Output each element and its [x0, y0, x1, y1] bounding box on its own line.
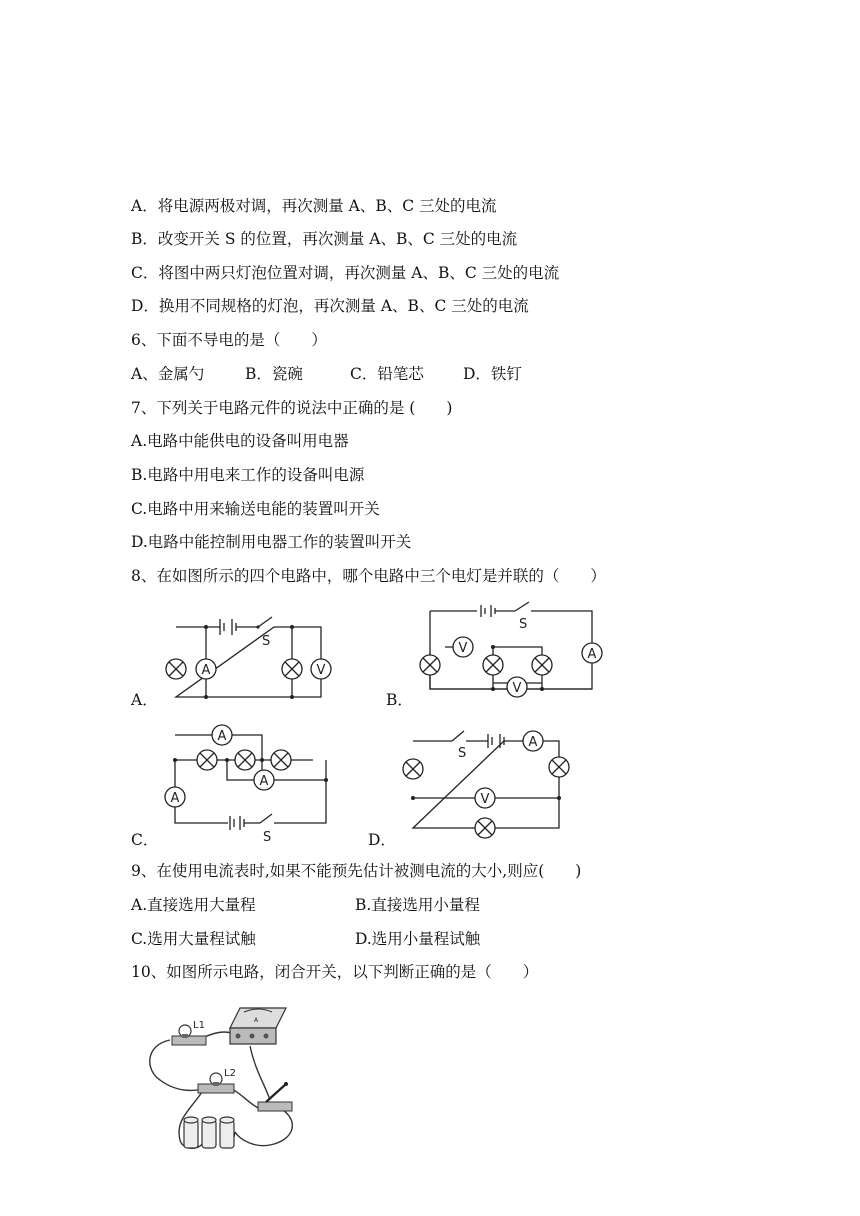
lamp-icon: [483, 655, 503, 675]
ammeter-icon: [582, 643, 602, 663]
q5-option-c: C．将图中两只灯泡位置对调，再次测量 A、B、C 三处的电流: [131, 264, 560, 282]
svg-text:A: A: [259, 774, 269, 789]
q8-label-b: B．: [386, 691, 413, 709]
switch-label: S: [519, 617, 528, 632]
q9-option-c: C.选用大量程试触: [131, 930, 256, 948]
q8-label-c: C．: [131, 831, 159, 849]
voltmeter-icon: [507, 677, 527, 697]
q7-option-a: A.电路中能供电的设备叫用电器: [131, 432, 349, 450]
q6-option-b: B．瓷碗: [245, 365, 303, 383]
q5-option-d: D．换用不同规格的灯泡，再次测量 A、B、C 三处的电流: [131, 297, 529, 315]
svg-text:A: A: [201, 663, 211, 678]
lamp-icon: [403, 759, 423, 779]
circuit-diagram-b: [415, 601, 615, 696]
voltmeter-icon: [311, 659, 331, 679]
svg-text:A: A: [217, 729, 227, 744]
q9-stem: 9、在使用电流表时,如果不能预先估计被测电流的大小,则应( ): [131, 862, 582, 880]
ammeter-icon: [254, 770, 274, 790]
lamp-icon: [235, 750, 255, 770]
ammeter-icon: [165, 787, 185, 807]
ammeter-icon: [212, 725, 232, 745]
q7-option-d: D.电路中能控制用电器工作的装置叫开关: [131, 533, 412, 551]
physical-circuit-illustration: [140, 1000, 310, 1160]
circuit-diagram-d: [400, 730, 600, 830]
q10-stem: 10、如图所示电路，闭合开关，以下判断正确的是（ ）: [131, 963, 539, 981]
lamp-icon: [271, 750, 291, 770]
ammeter-icon: [523, 731, 543, 751]
q6-option-c: C．铅笔芯: [350, 365, 424, 383]
q9-option-d: D.选用小量程试触: [355, 930, 481, 948]
q8-stem: 8、在如图所示的四个电路中，哪个电路中三个电灯是并联的（ ）: [131, 567, 606, 585]
voltmeter-icon: [453, 637, 473, 657]
ammeter-device-icon: [230, 1008, 286, 1044]
q7-option-b: B.电路中用电来工作的设备叫电源: [131, 466, 365, 484]
lamp-icon: [166, 659, 186, 679]
svg-text:L2: L2: [224, 1068, 236, 1079]
svg-text:V: V: [480, 792, 490, 807]
switch-label: S: [263, 830, 272, 845]
q5-option-b: B．改变开关 S 的位置，再次测量 A、B、C 三处的电流: [131, 230, 518, 248]
svg-text:V: V: [512, 681, 522, 696]
circuit-diagram-a: [150, 605, 350, 705]
switch-label: S: [262, 634, 271, 649]
svg-text:A: A: [587, 647, 597, 662]
q8-label-a: A．: [131, 691, 158, 709]
lamp-icon: [420, 655, 440, 675]
svg-text:V: V: [458, 641, 468, 656]
q9-option-a: A.直接选用大量程: [131, 896, 256, 914]
voltmeter-icon: [475, 788, 495, 808]
battery-icon: [184, 1117, 234, 1148]
lamp-icon: [475, 818, 495, 838]
q9-option-b: B.直接选用小量程: [355, 896, 480, 914]
q7-stem: 7、下列关于电路元件的说法中正确的是 ( ): [131, 399, 453, 417]
knife-switch-icon: [258, 1082, 292, 1111]
ammeter-icon: [196, 659, 216, 679]
lamp-icon: [532, 655, 552, 675]
q6-option-a: A、金属勺: [131, 365, 205, 383]
lamp-icon: [282, 659, 302, 679]
svg-text:A: A: [528, 735, 538, 750]
svg-text:V: V: [316, 663, 326, 678]
switch-label: S: [458, 746, 467, 761]
q6-stem: 6、下面不导电的是（ ）: [131, 331, 327, 349]
lamp-holder-l1: [172, 1020, 206, 1045]
lamp-icon: [197, 750, 217, 770]
lamp-holder-l2: [198, 1068, 236, 1093]
q7-option-c: C.电路中用来输送电能的装置叫开关: [131, 500, 380, 518]
svg-text:L1: L1: [193, 1020, 205, 1031]
q6-option-d: D．铁钉: [463, 365, 522, 383]
lamp-icon: [549, 757, 569, 777]
circuit-diagram-c: [150, 723, 350, 845]
svg-text:A: A: [170, 791, 180, 806]
svg-text:A: A: [253, 1017, 259, 1024]
q5-option-a: A．将电源两极对调，再次测量 A、B、C 三处的电流: [131, 197, 497, 215]
q8-label-d: D．: [368, 831, 396, 849]
